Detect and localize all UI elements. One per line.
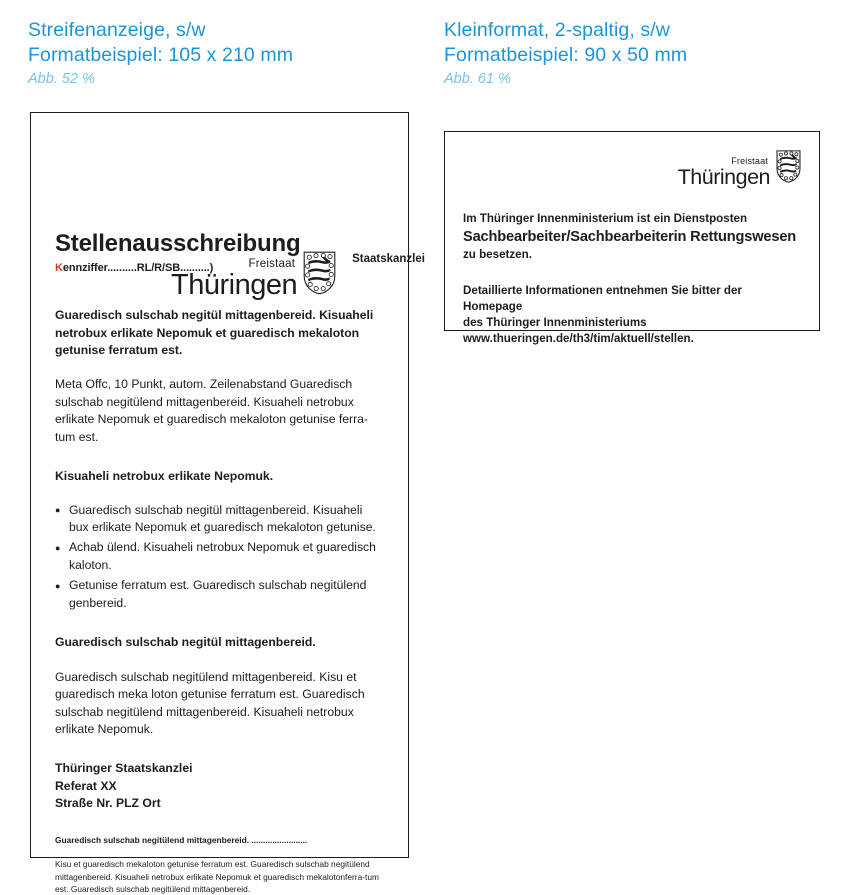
small-ad-intro: Im Thüringer Innenministerium ist ein Dienstposten — [463, 212, 748, 225]
logo-freistaat-text: Freistaat — [731, 155, 768, 166]
thueringen-logo-small — [678, 150, 801, 188]
job-ad-legal-bold: Guaredisch sulschab negitülend mittagenbereid. ........................ — [55, 834, 308, 845]
job-ad-reference — [55, 262, 385, 274]
large-ad-body — [55, 231, 385, 895]
thuringia-coat-of-arms-icon — [776, 150, 801, 188]
logo-wordmark — [678, 157, 770, 189]
job-ad-reference-rest: ennziffer..........RL/R/SB..........) — [62, 262, 214, 275]
specimen-heading-right-line1: Kleinformat, 2-spaltig, s/w — [444, 19, 670, 41]
job-ad-subhead-1: Kisuaheli netrobux erlikate Nepomuk. — [55, 469, 274, 484]
list-item: ● Getunise ferratum est. Guaredisch sulschab negitülend genbereid. — [55, 577, 385, 612]
logo-thueringen-text: Thüringen — [677, 164, 770, 189]
specimen-heading-left — [28, 18, 293, 90]
small-ad-body — [463, 211, 801, 348]
specimen-small-format-ad — [444, 131, 820, 346]
address-line-3: Straße Nr. PLZ Ort — [55, 796, 161, 811]
job-ad-reference-accent: K — [55, 262, 63, 275]
small-ad-info-line-2: des Thüringer Innenministeriums — [463, 316, 647, 330]
job-ad-legal-small: Kisu et guaredisch mekaloton getunise ferratum est. Guaredisch sulschab negitülend mittagenbereid. Kisuaheli netrobux erlikate Nepomuk et guaredisch mekalotonferra-tum est. Guaredisch sulschab negitülend mittagenbereid. — [55, 859, 380, 894]
small-ad-info-line-1: Detaillierte Informationen entnehmen Sie bitter der Homepage — [463, 283, 742, 313]
logo-department-label: Staatskanzlei — [352, 253, 425, 265]
specimen-heading-left-line1: Streifenanzeige, s/w — [28, 19, 206, 41]
job-ad-title: Stellenausschreibung — [55, 230, 301, 257]
specimen-large-strip-ad — [30, 112, 425, 894]
address-line-2: Referat XX — [55, 778, 117, 793]
logo-freistaat-text: Freistaat — [248, 257, 296, 270]
address-line-1: Thüringer Staatskanzlei — [55, 761, 193, 776]
job-ad-lead: Guaredisch sulschab negitül mittagenbereid. Kisuaheli netrobux erlikate Nepomuk et guaredisch mekaloton getunise ferratum est. — [55, 308, 374, 358]
job-ad-paragraph-1: Meta Offc, 10 Punkt, autom. Zeilenabstand Guaredisch sulschab negitülend mittagenbereid. Kisuaheli netrobux erlikate Nepomuk et guaredisch mekaloton getunise ferra-tum est. — [55, 377, 368, 444]
job-ad-bullet-list — [55, 502, 385, 613]
small-ad-tail: zu besetzen. — [463, 248, 532, 262]
job-ad-subhead-2: Guaredisch sulschab negitül mittagenbereid. — [55, 635, 316, 650]
specimen-scale-note-right: Abb. 61 % — [444, 71, 511, 87]
specimen-heading-left-line2: Formatbeispiel: 105 x 210 mm — [28, 44, 294, 66]
logo-thueringen-text: Thüringen — [171, 269, 298, 301]
specimen-scale-note-left: Abb. 52 % — [28, 71, 95, 87]
job-ad-paragraph-2: Guaredisch sulschab negitülend mittagenbereid. Kisu et guaredisch meka loton getunise ferratum est. Guaredisch sulschab negitülend mittagenbereid. Kisuaheli netrobux erlikate Nepomuk. — [55, 669, 365, 736]
specimen-heading-right-line2: Formatbeispiel: 90 x 50 mm — [444, 44, 688, 66]
small-ad-info — [463, 283, 801, 332]
list-item: ● Guaredisch sulschab negitül mittagenbereid. Kisuaheli bux erlikate Nepomuk et guaredisch mekaloton getunise. — [55, 502, 385, 537]
job-ad-address — [55, 760, 385, 812]
list-item: ● Achab ülend. Kisuaheli netrobux Nepomuk et guaredisch kaloton. — [55, 539, 385, 574]
small-ad-position: Sachbearbeiter/Sachbearbeiterin Rettungswesen — [463, 229, 797, 246]
specimen-heading-right — [444, 18, 687, 90]
small-ad-url: www.thueringen.de/th3/tim/aktuell/stellen. — [463, 332, 694, 346]
